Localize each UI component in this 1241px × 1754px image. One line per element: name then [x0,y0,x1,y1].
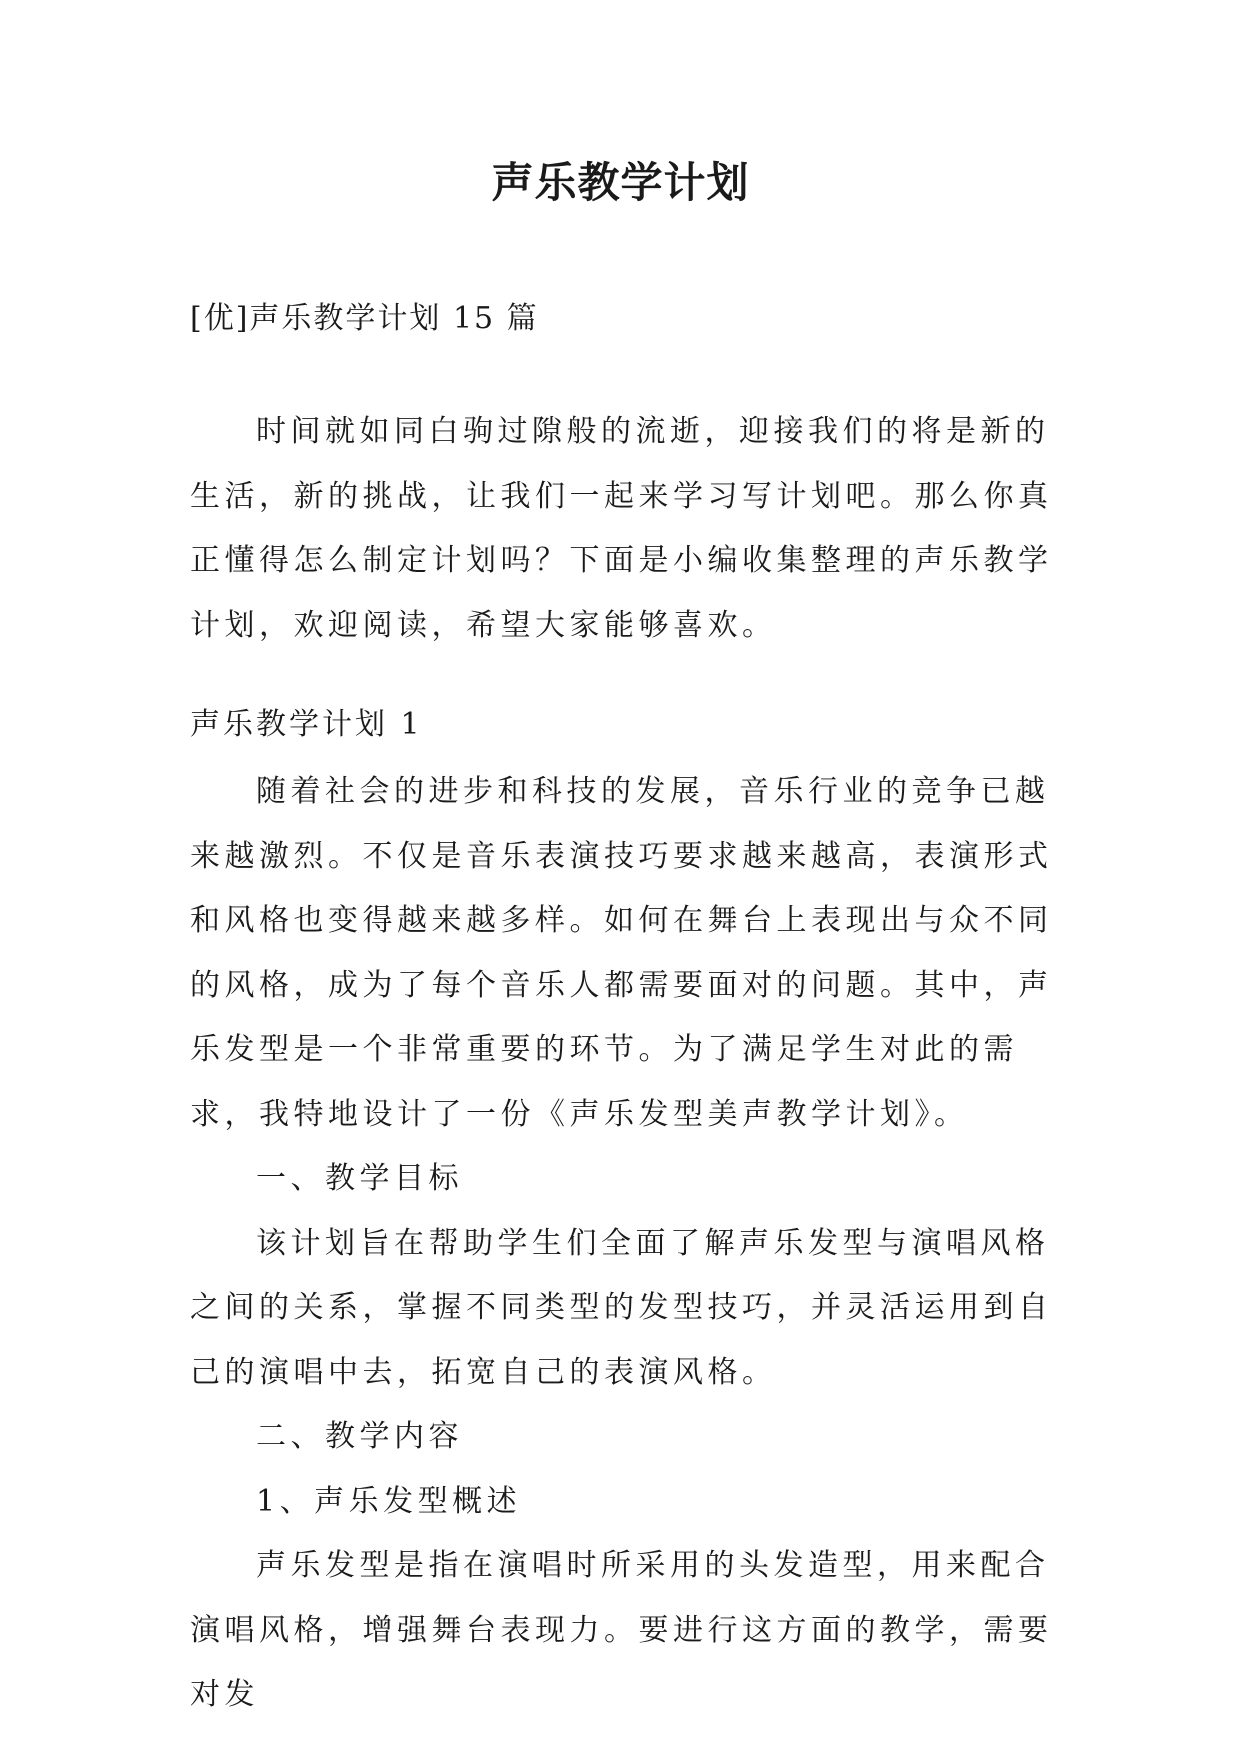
heading-teaching-content: 二、教学内容 [256,1419,463,1454]
section-paragraph-1: 随着社会的进步和科技的发展，音乐行业的竞争已越来越激烈。不仅是音乐表演技巧要求越来越高，表演形式和风格也变得越来越多样。如何在舞台上表现出与众不同的风格，成为了每个音乐人都需要面对的问题。其中，声乐发型是一个非常重要的环节。为了满足学生对此的需求，我特地设计了一份《声乐发型美声教学计划》。 [190,774,1053,1132]
heading-overview: 1、声乐发型概述 [256,1483,522,1519]
section-1 [190,690,1060,1728]
document-subtitle: [优]声乐教学计划 15 篇 [190,301,539,336]
intro-block [190,400,1060,658]
document-title: 声乐教学计划 [491,158,750,207]
section-paragraph-3: 声乐发型是指在演唱时所采用的头发造型，用来配合演唱风格，增强舞台表现力。要进行这方面的教学，需要对发 [190,1548,1053,1712]
section-label: 声乐教学计划 1 [190,707,423,742]
section-paragraph-2: 该计划旨在帮助学生们全面了解声乐发型与演唱风格之间的关系，掌握不同类型的发型技巧，并灵活运用到自己的演唱中去，拓宽自己的表演风格。 [190,1225,1053,1390]
intro-paragraph: 时间就如同白驹过隙般的流逝，迎接我们的将是新的生活，新的挑战，让我们一起来学习写计划吧。那么你真正懂得怎么制定计划吗？下面是小编收集整理的声乐教学计划，欢迎阅读，希望大家能够喜欢。 [190,414,1053,643]
heading-teaching-goals: 一、教学目标 [256,1161,463,1196]
